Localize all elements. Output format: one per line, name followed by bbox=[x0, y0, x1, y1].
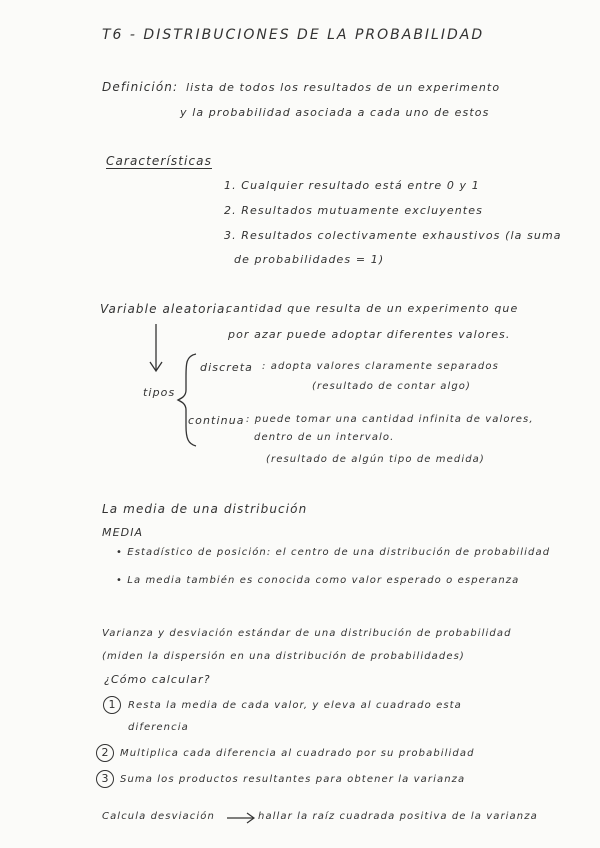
random-variable-line-1: cantidad que resulta de un experimento que bbox=[226, 302, 519, 315]
continuous-label: continua bbox=[188, 414, 245, 427]
step-1-number: 1 bbox=[103, 696, 121, 714]
mean-bullet-1-text: Estadístico de posición: el centro de una distribución de probabilidad bbox=[127, 547, 551, 558]
random-variable-line-2: por azar puede adoptar diferentes valores. bbox=[228, 328, 511, 341]
characteristic-item-3b: de probabilidades = 1) bbox=[234, 253, 385, 266]
types-label: tipos bbox=[143, 386, 176, 399]
right-arrow-icon bbox=[226, 812, 256, 824]
random-variable-label: Variable aleatoria: bbox=[100, 302, 231, 316]
mean-bullet-2: • La media también es conocida como valor esperado o esperanza bbox=[116, 575, 520, 586]
discrete-note: (resultado de contar algo) bbox=[312, 381, 472, 392]
variance-step-1: Resta la media de cada valor, y eleva al cuadrado esta bbox=[128, 700, 462, 711]
step-3-number: 3 bbox=[96, 770, 114, 788]
step-2-number: 2 bbox=[96, 744, 114, 762]
characteristic-item-3a: 3. Resultados colectivamente exhaustivos (la suma bbox=[224, 229, 562, 242]
variance-line-1: Varianza y desviación estándar de una distribución de probabilidad bbox=[102, 628, 512, 639]
definition-line-1: lista de todos los resultados de un experimento bbox=[186, 81, 501, 94]
variance-step-2: Multiplica cada diferencia al cuadrado por su probabilidad bbox=[120, 748, 475, 759]
discrete-definition: : adopta valores claramente separados bbox=[262, 361, 499, 372]
mean-bullet-2-text: La media también es conocida como valor esperado o esperanza bbox=[127, 575, 520, 586]
brace-icon bbox=[176, 352, 200, 448]
mean-heading: La media de una distribución bbox=[102, 502, 308, 516]
characteristic-item-2: 2. Resultados mutuamente excluyentes bbox=[224, 204, 483, 217]
discrete-label: discreta bbox=[200, 361, 253, 374]
variance-step-1b: diferencia bbox=[128, 722, 189, 733]
definition-label: Definición: bbox=[102, 80, 179, 94]
variance-line-2: (miden la dispersión en una distribución de probabilidades) bbox=[102, 651, 465, 662]
variance-step-3: Suma los productos resultantes para obtener la varianza bbox=[120, 774, 466, 785]
down-arrow-icon bbox=[146, 322, 166, 374]
definition-line-2: y la probabilidad asociada a cada uno de estos bbox=[180, 106, 490, 119]
continuous-definition: : puede tomar una cantidad infinita de valores, bbox=[246, 414, 534, 425]
characteristic-item-1: 1. Cualquier resultado está entre 0 y 1 bbox=[224, 179, 480, 192]
variance-question: ¿Cómo calcular? bbox=[104, 673, 211, 686]
mean-subheading: MEDIA bbox=[102, 526, 144, 539]
deviation-label: Calcula desviación bbox=[102, 811, 215, 822]
mean-bullet-1: • Estadístico de posición: el centro de una distribución de probabilidad bbox=[116, 547, 551, 558]
deviation-text: hallar la raíz cuadrada positiva de la varianza bbox=[258, 811, 538, 822]
continuous-definition-2: dentro de un intervalo. bbox=[254, 432, 395, 443]
page-title: T6 - DISTRIBUCIONES DE LA PROBABILIDAD bbox=[102, 27, 485, 43]
continuous-note: (resultado de algún tipo de medida) bbox=[266, 454, 485, 465]
characteristics-heading: Características bbox=[106, 154, 212, 168]
